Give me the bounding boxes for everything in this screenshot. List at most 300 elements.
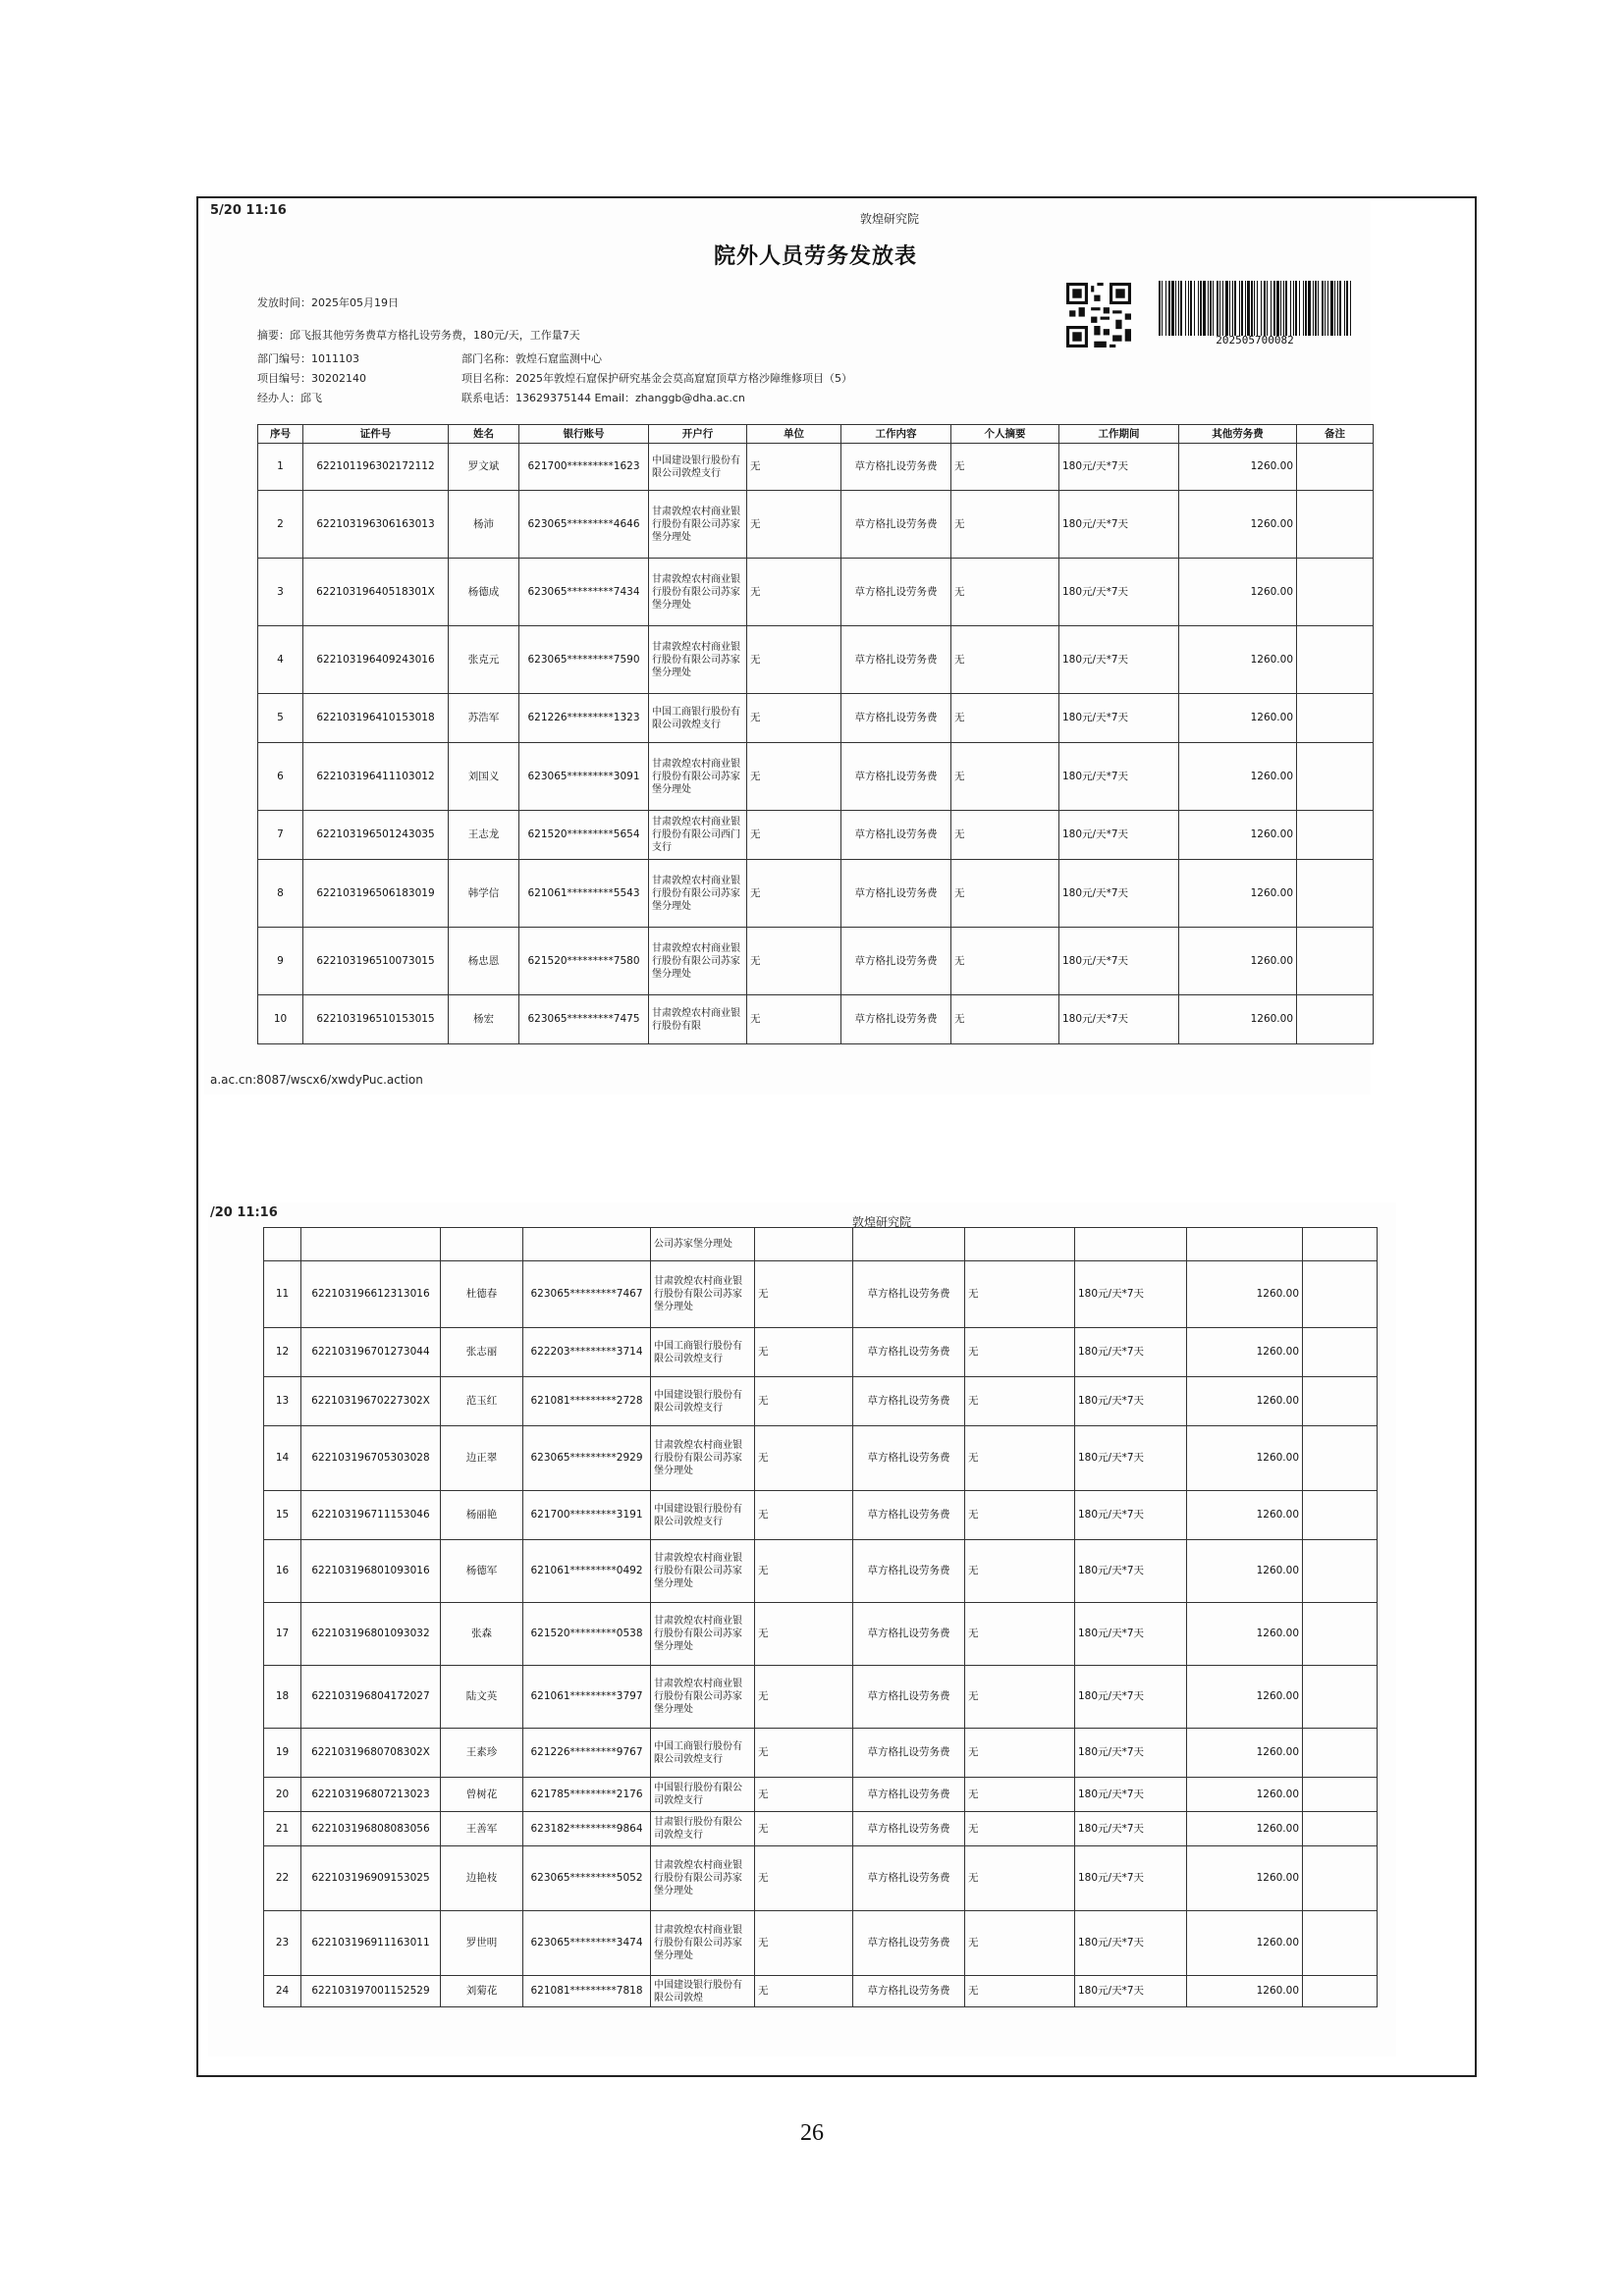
unit-cell: 无 [747,491,841,559]
person-name-cell: 杜德春 [441,1261,523,1328]
id-number-cell: 622103196612313016 [301,1261,441,1328]
table-row [264,1976,1378,2007]
amount-cell: 1260.00 [1179,559,1297,626]
person-name-cell: 杨忠恩 [449,928,519,995]
remark-cell [1303,1603,1378,1666]
table-header-row [258,425,1374,444]
personal-note-cell: 无 [965,1491,1075,1540]
header-col-amount: 其他劳务费 [1179,425,1297,444]
remark-cell [1303,1778,1378,1812]
payment-table-2 [263,1227,1378,2007]
id-number-cell: 62210319670227302X [301,1377,441,1426]
bank-name-cell: 甘肃敦煌农村商业银行股份有限公司苏家堡分理处 [651,1540,755,1603]
row-number-cell: 17 [264,1603,301,1666]
id-number-cell: 622103196911163011 [301,1911,441,1976]
row-number-cell: 24 [264,1976,301,2007]
bank-name-cell: 甘肃敦煌农村商业银行股份有限公司苏家堡分理处 [649,626,747,694]
table-row [264,1778,1378,1812]
remark-cell [1297,860,1374,928]
amount-cell: 1260.00 [1187,1261,1303,1328]
work-content-cell: 草方格扎设劳务费 [853,1911,965,1976]
id-number-cell: 622103196801093032 [301,1603,441,1666]
table-row [264,1603,1378,1666]
bank-account-cell: 621081*********2728 [523,1377,651,1426]
unit-cell: 无 [755,1261,853,1328]
id-number-cell: 622103196705303028 [301,1426,441,1491]
amount-cell: 1260.00 [1187,1976,1303,2007]
row-number-cell: 9 [258,928,303,995]
id-number-cell: 622103196701273044 [301,1328,441,1377]
amount-cell: 1260.00 [1179,444,1297,491]
id-number-cell: 622103196807213023 [301,1778,441,1812]
remark-cell [1303,1261,1378,1328]
work-content-cell: 草方格扎设劳务费 [853,1426,965,1491]
work-period-cell: 180元/天*7天 [1075,1540,1187,1603]
person-name-cell: 曾树花 [441,1778,523,1812]
bank-account-cell: 621700*********3191 [523,1491,651,1540]
personal-note-cell: 无 [965,1812,1075,1846]
row-number-cell: 15 [264,1491,301,1540]
unit-cell: 无 [755,1377,853,1426]
bank-account-cell: 623065*********7467 [523,1261,651,1328]
amount-cell: 1260.00 [1179,811,1297,860]
work-period-cell: 180元/天*7天 [1075,1846,1187,1911]
work-content-cell: 草方格扎设劳务费 [853,1377,965,1426]
bank-account-cell: 621520*********7580 [519,928,649,995]
person-name-cell: 王善军 [441,1812,523,1846]
unit-cell: 无 [755,1491,853,1540]
amount-cell: 1260.00 [1179,491,1297,559]
id-number-cell: 622103196711153046 [301,1491,441,1540]
amount-cell: 1260.00 [1187,1491,1303,1540]
unit-cell: 无 [747,743,841,811]
unit-cell: 无 [747,860,841,928]
remark-cell [1297,491,1374,559]
row-number-cell: 8 [258,860,303,928]
remark-cell [1297,694,1374,743]
unit-cell: 无 [755,1778,853,1812]
person-name-cell: 张志丽 [441,1328,523,1377]
row-number-cell: 6 [258,743,303,811]
unit-cell: 无 [755,1729,853,1778]
work-period-cell: 180元/天*7天 [1059,860,1179,928]
table-row [258,491,1374,559]
table-row [258,743,1374,811]
personal-note-cell: 无 [965,1603,1075,1666]
bank-name-cell: 中国建设银行股份有限公司敦煌 [651,1976,755,2007]
bank-account-cell: 623065*********4646 [519,491,649,559]
remark-cell [1297,626,1374,694]
amount-cell: 1260.00 [1179,694,1297,743]
person-name-cell: 范玉红 [441,1377,523,1426]
personal-note-cell: 无 [951,860,1059,928]
work-period-cell: 180元/天*7天 [1059,811,1179,860]
bank-account-cell: 622203*********3714 [523,1328,651,1377]
id-number-cell: 62210319640518301X [303,559,449,626]
work-content-cell: 草方格扎设劳务费 [853,1812,965,1846]
work-content-cell: 草方格扎设劳务费 [841,860,951,928]
row-number-cell: 14 [264,1426,301,1491]
header-col-period: 工作期间 [1059,425,1179,444]
person-name-cell: 边艳枝 [441,1846,523,1911]
bank-name-cell: 甘肃敦煌农村商业银行股份有限公司苏家堡分理处 [649,743,747,811]
personal-note-cell: 无 [965,1426,1075,1491]
amount-cell: 1260.00 [1179,743,1297,811]
unit-cell: 无 [755,1911,853,1976]
remark-cell [1303,1812,1378,1846]
bank-account-cell: 623065*********2929 [523,1426,651,1491]
person-name-cell: 杨德成 [449,559,519,626]
work-period-cell: 180元/天*7天 [1075,1491,1187,1540]
personal-note-cell: 无 [951,995,1059,1044]
bank-cell: 公司苏家堡分理处 [651,1228,755,1261]
id-number-cell: 622101196302172112 [303,444,449,491]
id-number-cell: 622103196506183019 [303,860,449,928]
unit-cell: 无 [755,1846,853,1911]
row-number-cell: 19 [264,1729,301,1778]
work-period-cell: 180元/天*7天 [1075,1377,1187,1426]
personal-note-cell: 无 [951,444,1059,491]
bank-account-cell: 621081*********7818 [523,1976,651,2007]
institution-name: 敦煌研究院 [860,212,920,226]
table-row [264,1426,1378,1491]
amount-cell: 1260.00 [1179,928,1297,995]
person-name-cell: 韩学信 [449,860,519,928]
handler: 经办人：邱飞 [257,392,322,404]
unit-cell: 无 [755,1540,853,1603]
amount-cell: 1260.00 [1187,1666,1303,1729]
row-number-cell: 13 [264,1377,301,1426]
institution-name-2: 敦煌研究院 [852,1215,912,1229]
bank-account-cell: 623065*********7475 [519,995,649,1044]
work-period-cell: 180元/天*7天 [1059,491,1179,559]
header-col-no: 序号 [258,425,303,444]
unit-cell: 无 [755,1976,853,2007]
table-row [264,1846,1378,1911]
work-period-cell: 180元/天*7天 [1059,743,1179,811]
row-number-cell: 2 [258,491,303,559]
row-number-cell: 20 [264,1778,301,1812]
person-name-cell: 陆文英 [441,1666,523,1729]
person-name-cell: 杨德军 [441,1540,523,1603]
bank-name-cell: 甘肃敦煌农村商业银行股份有限公司苏家堡分理处 [651,1846,755,1911]
header-col-id: 证件号 [303,425,449,444]
unit-cell: 无 [747,995,841,1044]
personal-note-cell: 无 [965,1729,1075,1778]
table-row [264,1377,1378,1426]
remark-cell [1297,444,1374,491]
personal-note-cell: 无 [951,694,1059,743]
personal-note-cell: 无 [965,1377,1075,1426]
row-number-cell: 7 [258,811,303,860]
work-content-cell: 草方格扎设劳务费 [841,928,951,995]
work-content-cell: 草方格扎设劳务费 [841,559,951,626]
payment-table-1 [257,424,1374,1044]
page-title: 院外人员劳务发放表 [714,244,918,269]
id-number-cell: 622103196808083056 [301,1812,441,1846]
bank-account-cell: 623065*********3091 [519,743,649,811]
bank-name-cell: 甘肃敦煌农村商业银行股份有限公司苏家堡分理处 [651,1261,755,1328]
table-row [258,444,1374,491]
work-content-cell: 草方格扎设劳务费 [853,1666,965,1729]
amount-cell: 1260.00 [1179,860,1297,928]
table-row [258,860,1374,928]
work-content-cell: 草方格扎设劳务费 [853,1846,965,1911]
personal-note-cell: 无 [965,1976,1075,2007]
print-timestamp: 5/20 11:16 [210,203,287,218]
unit-cell: 无 [755,1666,853,1729]
amount-cell: 1260.00 [1187,1426,1303,1491]
id-number-cell: 622103196801093016 [301,1540,441,1603]
unit-cell: 无 [747,559,841,626]
bank-name-cell: 中国工商银行股份有限公司敦煌支行 [651,1729,755,1778]
amount-cell: 1260.00 [1187,1846,1303,1911]
personal-note-cell: 无 [965,1666,1075,1729]
work-period-cell: 180元/天*7天 [1075,1976,1187,2007]
table-row [264,1491,1378,1540]
work-content-cell: 草方格扎设劳务费 [853,1778,965,1812]
amount-cell: 1260.00 [1187,1911,1303,1976]
row-number-cell: 4 [258,626,303,694]
bank-name-cell: 中国银行股份有限公司敦煌支行 [651,1778,755,1812]
bank-account-cell: 621061*********5543 [519,860,649,928]
table-row [258,626,1374,694]
row-number-cell: 23 [264,1911,301,1976]
person-name-cell: 杨宏 [449,995,519,1044]
bank-name-cell: 中国工商银行股份有限公司敦煌支行 [651,1328,755,1377]
row-number-cell: 21 [264,1812,301,1846]
work-content-cell: 草方格扎设劳务费 [841,995,951,1044]
remark-cell [1297,743,1374,811]
table-row [264,1812,1378,1846]
row-number-cell: 3 [258,559,303,626]
work-content-cell: 草方格扎设劳务费 [841,444,951,491]
work-content-cell: 草方格扎设劳务费 [853,1603,965,1666]
remark-cell [1303,1426,1378,1491]
bank-name-cell: 甘肃敦煌农村商业银行股份有限公司苏家堡分理处 [651,1426,755,1491]
bank-account-cell: 621061*********3797 [523,1666,651,1729]
person-name-cell: 苏浩军 [449,694,519,743]
id-number-cell: 622103196909153025 [301,1846,441,1911]
person-name-cell: 杨丽艳 [441,1491,523,1540]
remark-cell [1303,1491,1378,1540]
row-number-cell: 1 [258,444,303,491]
unit-cell: 无 [747,694,841,743]
bank-account-cell: 621520*********5654 [519,811,649,860]
row-number-cell: 16 [264,1540,301,1603]
table-row-continued [264,1228,1378,1261]
id-number-cell: 622103196501243035 [303,811,449,860]
print-url: a.ac.cn:8087/wscx6/xwdyPuc.action [210,1073,423,1087]
bank-name-cell: 甘肃敦煌农村商业银行股份有限公司苏家堡分理处 [651,1911,755,1976]
work-period-cell: 180元/天*7天 [1075,1911,1187,1976]
work-content-cell: 草方格扎设劳务费 [853,1976,965,2007]
bank-name-cell: 中国工商银行股份有限公司敦煌支行 [649,694,747,743]
bank-account-cell: 623065*********7590 [519,626,649,694]
work-period-cell: 180元/天*7天 [1075,1666,1187,1729]
project-code: 项目编号：30202140 [257,372,366,385]
remark-cell [1303,1729,1378,1778]
work-content-cell: 草方格扎设劳务费 [841,694,951,743]
id-number-cell: 622103196411103012 [303,743,449,811]
unit-cell: 无 [755,1603,853,1666]
id-number-cell: 622103196510073015 [303,928,449,995]
bank-name-cell: 甘肃敦煌农村商业银行股份有限公司苏家堡分理处 [649,491,747,559]
person-name-cell: 王志龙 [449,811,519,860]
work-content-cell: 草方格扎设劳务费 [841,491,951,559]
personal-note-cell: 无 [951,928,1059,995]
bank-name-cell: 甘肃敦煌农村商业银行股份有限 [649,995,747,1044]
personal-note-cell: 无 [965,1911,1075,1976]
personal-note-cell: 无 [951,626,1059,694]
remark-cell [1303,1377,1378,1426]
bank-account-cell: 623065*********3474 [523,1911,651,1976]
table-row [264,1540,1378,1603]
work-period-cell: 180元/天*7天 [1059,928,1179,995]
bank-account-cell: 623065*********5052 [523,1846,651,1911]
table-row [264,1261,1378,1328]
unit-cell: 无 [747,444,841,491]
work-period-cell: 180元/天*7天 [1075,1261,1187,1328]
person-name-cell: 罗世明 [441,1911,523,1976]
bank-account-cell: 621061*********0492 [523,1540,651,1603]
amount-cell: 1260.00 [1187,1812,1303,1846]
unit-cell: 无 [755,1812,853,1846]
work-period-cell: 180元/天*7天 [1075,1778,1187,1812]
person-name-cell: 张克元 [449,626,519,694]
table-row [258,559,1374,626]
bank-name-cell: 甘肃敦煌农村商业银行股份有限公司西门支行 [649,811,747,860]
header-col-bank: 开户行 [649,425,747,444]
person-name-cell: 边正翠 [441,1426,523,1491]
person-name-cell: 刘国义 [449,743,519,811]
work-content-cell: 草方格扎设劳务费 [853,1328,965,1377]
work-period-cell: 180元/天*7天 [1075,1729,1187,1778]
work-period-cell: 180元/天*7天 [1059,626,1179,694]
amount-cell: 1260.00 [1187,1729,1303,1778]
bank-name-cell: 甘肃敦煌农村商业银行股份有限公司苏家堡分理处 [649,559,747,626]
bank-account-cell: 621700*********1623 [519,444,649,491]
personal-note-cell: 无 [965,1261,1075,1328]
unit-cell: 无 [747,928,841,995]
amount-cell: 1260.00 [1179,626,1297,694]
work-period-cell: 180元/天*7天 [1075,1603,1187,1666]
bank-name-cell: 中国建设银行股份有限公司敦煌支行 [649,444,747,491]
unit-cell: 无 [747,626,841,694]
summary: 摘要：邱飞报其他劳务费草方格扎设劳务费，180元/天，工作量7天 [257,329,580,342]
bank-name-cell: 甘肃敦煌农村商业银行股份有限公司苏家堡分理处 [649,928,747,995]
personal-note-cell: 无 [965,1846,1075,1911]
table-row [258,995,1374,1044]
personal-note-cell: 无 [951,559,1059,626]
amount-cell: 1260.00 [1179,995,1297,1044]
contact-info: 联系电话：13629375144 Email：zhanggb@dha.ac.cn [461,392,745,404]
issue-date: 发放时间：2025年05月19日 [257,296,399,309]
work-period-cell: 180元/天*7天 [1059,559,1179,626]
amount-cell: 1260.00 [1187,1328,1303,1377]
table-row [264,1729,1378,1778]
person-name-cell: 杨沛 [449,491,519,559]
person-name-cell: 罗文斌 [449,444,519,491]
id-number-cell: 622103196306163013 [303,491,449,559]
table-row [264,1911,1378,1976]
remark-cell [1303,1666,1378,1729]
work-period-cell: 180元/天*7天 [1075,1812,1187,1846]
id-number-cell: 622103196409243016 [303,626,449,694]
work-content-cell: 草方格扎设劳务费 [841,626,951,694]
print-timestamp-2: /20 11:16 [210,1205,278,1220]
work-period-cell: 180元/天*7天 [1075,1328,1187,1377]
work-content-cell: 草方格扎设劳务费 [841,743,951,811]
row-number-cell: 11 [264,1261,301,1328]
header-col-note: 个人摘要 [951,425,1059,444]
personal-note-cell: 无 [951,491,1059,559]
person-name-cell: 刘菊花 [441,1976,523,2007]
project-name: 项目名称：2025年敦煌石窟保护研究基金会莫高窟窟顶草方格沙障维修项目（5） [461,372,852,385]
remark-cell [1303,1846,1378,1911]
table-row [264,1666,1378,1729]
remark-cell [1303,1540,1378,1603]
bank-account-cell: 623065*********7434 [519,559,649,626]
work-content-cell: 草方格扎设劳务费 [853,1491,965,1540]
work-content-cell: 草方格扎设劳务费 [853,1261,965,1328]
header-col-account: 银行账号 [519,425,649,444]
bank-name-cell: 中国建设银行股份有限公司敦煌支行 [651,1377,755,1426]
remark-cell [1303,1328,1378,1377]
row-number-cell: 22 [264,1846,301,1911]
header-col-name: 姓名 [449,425,519,444]
id-number-cell: 622103196804172027 [301,1666,441,1729]
barcode-icon [1157,281,1353,336]
table-row [264,1328,1378,1377]
bank-name-cell: 甘肃敦煌农村商业银行股份有限公司苏家堡分理处 [651,1603,755,1666]
bank-name-cell: 中国建设银行股份有限公司敦煌支行 [651,1491,755,1540]
bank-account-cell: 621226*********1323 [519,694,649,743]
header-col-unit: 单位 [747,425,841,444]
personal-note-cell: 无 [965,1778,1075,1812]
qr-code-icon [1066,283,1131,347]
bank-account-cell: 621785*********2176 [523,1778,651,1812]
header-col-work: 工作内容 [841,425,951,444]
work-content-cell: 草方格扎设劳务费 [853,1540,965,1603]
amount-cell: 1260.00 [1187,1540,1303,1603]
row-number-cell: 5 [258,694,303,743]
dept-code: 部门编号：1011103 [257,352,359,365]
remark-cell [1297,811,1374,860]
person-name-cell: 王素珍 [441,1729,523,1778]
bank-name-cell: 甘肃敦煌农村商业银行股份有限公司苏家堡分理处 [649,860,747,928]
remark-cell [1297,995,1374,1044]
amount-cell: 1260.00 [1187,1603,1303,1666]
remark-cell [1303,1911,1378,1976]
id-number-cell: 622103196510153015 [303,995,449,1044]
remark-cell [1297,559,1374,626]
row-number-cell: 18 [264,1666,301,1729]
work-content-cell: 草方格扎设劳务费 [853,1729,965,1778]
id-number-cell: 62210319680708302X [301,1729,441,1778]
unit-cell: 无 [747,811,841,860]
bank-account-cell: 621520*********0538 [523,1603,651,1666]
bank-account-cell: 621226*********9767 [523,1729,651,1778]
page-number: 26 [800,2120,824,2146]
person-name-cell: 张森 [441,1603,523,1666]
table-row [258,811,1374,860]
amount-cell: 1260.00 [1187,1778,1303,1812]
work-period-cell: 180元/天*7天 [1059,694,1179,743]
remark-cell [1303,1976,1378,2007]
work-period-cell: 180元/天*7天 [1059,995,1179,1044]
header-col-remark: 备注 [1297,425,1374,444]
